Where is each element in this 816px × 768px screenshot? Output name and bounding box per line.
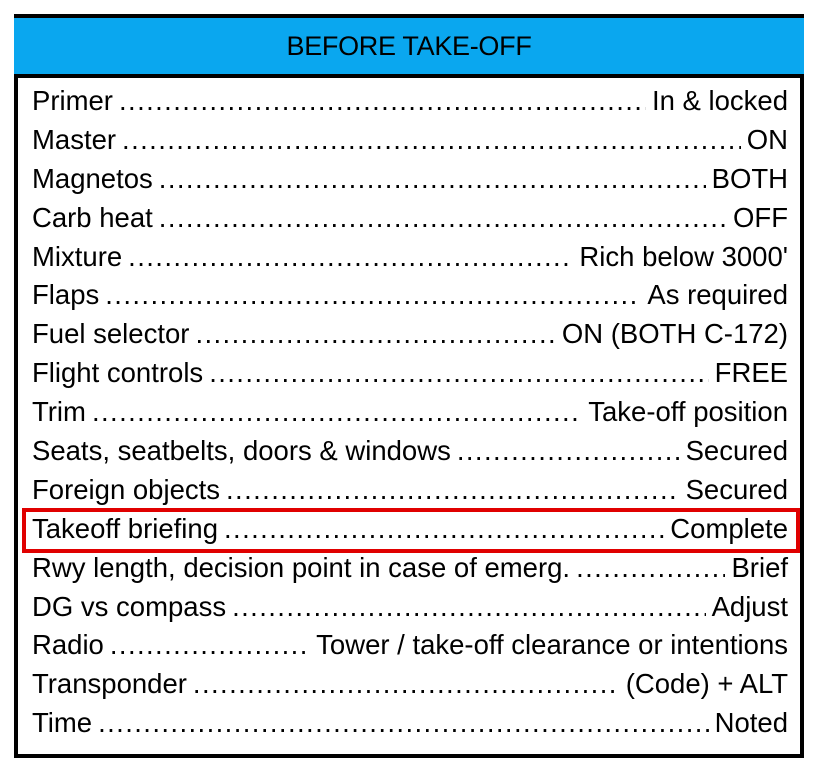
dot-leader — [576, 549, 725, 588]
checklist-items — [18, 78, 800, 743]
item-value: BOTH — [711, 162, 788, 194]
dot-leader — [98, 704, 709, 743]
item-value: ON (BOTH C-172) — [561, 318, 788, 350]
item-value: Rich below 3000' — [579, 240, 788, 272]
item-label: Takeoff briefing — [32, 512, 219, 544]
item-label: Primer — [32, 85, 113, 116]
dot-leader — [122, 121, 741, 160]
item-value: In & locked — [651, 85, 788, 116]
item-label: Trim — [32, 396, 86, 428]
dot-leader — [457, 432, 680, 471]
item-value: Secured — [685, 473, 788, 505]
item-value: Adjust — [711, 590, 788, 622]
dot-leader — [105, 276, 641, 315]
checklist-item-master — [32, 121, 788, 160]
dot-leader — [119, 82, 646, 121]
checklist-item-transponder — [32, 665, 788, 704]
checklist-card — [14, 14, 804, 758]
checklist-item-radio — [32, 626, 788, 665]
checklist-item-foreign-objects — [32, 471, 788, 510]
dot-leader — [226, 471, 680, 510]
item-label: Time — [32, 707, 93, 739]
checklist-title: BEFORE TAKE-OFF — [14, 18, 804, 78]
checklist-item-rwy-length — [32, 549, 788, 588]
item-value: Complete — [670, 512, 788, 544]
dot-leader — [193, 665, 620, 704]
dot-leader — [159, 160, 706, 199]
item-label: Master — [32, 123, 117, 155]
checklist-item-trim — [32, 393, 788, 432]
dot-leader — [92, 393, 582, 432]
checklist-item-mixture — [32, 238, 788, 277]
item-label: Rwy length, decision point in case of emerg. — [32, 551, 571, 583]
item-label: Carb heat — [32, 201, 153, 233]
dot-leader — [224, 510, 664, 549]
dot-leader — [110, 626, 310, 665]
item-label: Seats, seatbelts, doors & windows — [32, 435, 451, 467]
item-label: Flight controls — [32, 357, 204, 389]
checklist-item-takeoff-briefing — [32, 510, 788, 549]
checklist-item-primer — [32, 82, 788, 121]
item-label: DG vs compass — [32, 590, 227, 622]
checklist-item-carb-heat — [32, 199, 788, 238]
item-value: Tower / take-off clearance or intentions — [316, 629, 788, 661]
item-label: Magnetos — [32, 162, 153, 194]
item-label: Mixture — [32, 240, 123, 272]
item-value: OFF — [733, 201, 788, 233]
item-label: Flaps — [32, 279, 100, 311]
item-value: FREE — [714, 357, 788, 389]
checklist-item-seats — [32, 432, 788, 471]
checklist-item-time — [32, 704, 788, 743]
item-label: Fuel selector — [32, 318, 190, 350]
item-value: Noted — [714, 707, 788, 739]
item-value: Take-off position — [588, 396, 788, 428]
dot-leader — [159, 199, 727, 238]
item-value: As required — [647, 279, 788, 311]
item-value: (Code) + ALT — [625, 668, 788, 700]
checklist-item-flight-controls — [32, 354, 788, 393]
item-label: Radio — [32, 629, 104, 661]
checklist-item-magnetos — [32, 160, 788, 199]
checklist-item-flaps — [32, 276, 788, 315]
dot-leader — [195, 315, 555, 354]
checklist-item-fuel-selector — [32, 315, 788, 354]
item-label: Foreign objects — [32, 473, 221, 505]
dot-leader — [128, 238, 573, 277]
item-value: Secured — [685, 435, 788, 467]
item-value: ON — [746, 123, 788, 155]
dot-leader — [209, 354, 708, 393]
item-value: Brief — [731, 551, 788, 583]
dot-leader — [232, 588, 705, 627]
checklist-item-dg-vs-compass — [32, 588, 788, 627]
item-label: Transponder — [32, 668, 187, 700]
